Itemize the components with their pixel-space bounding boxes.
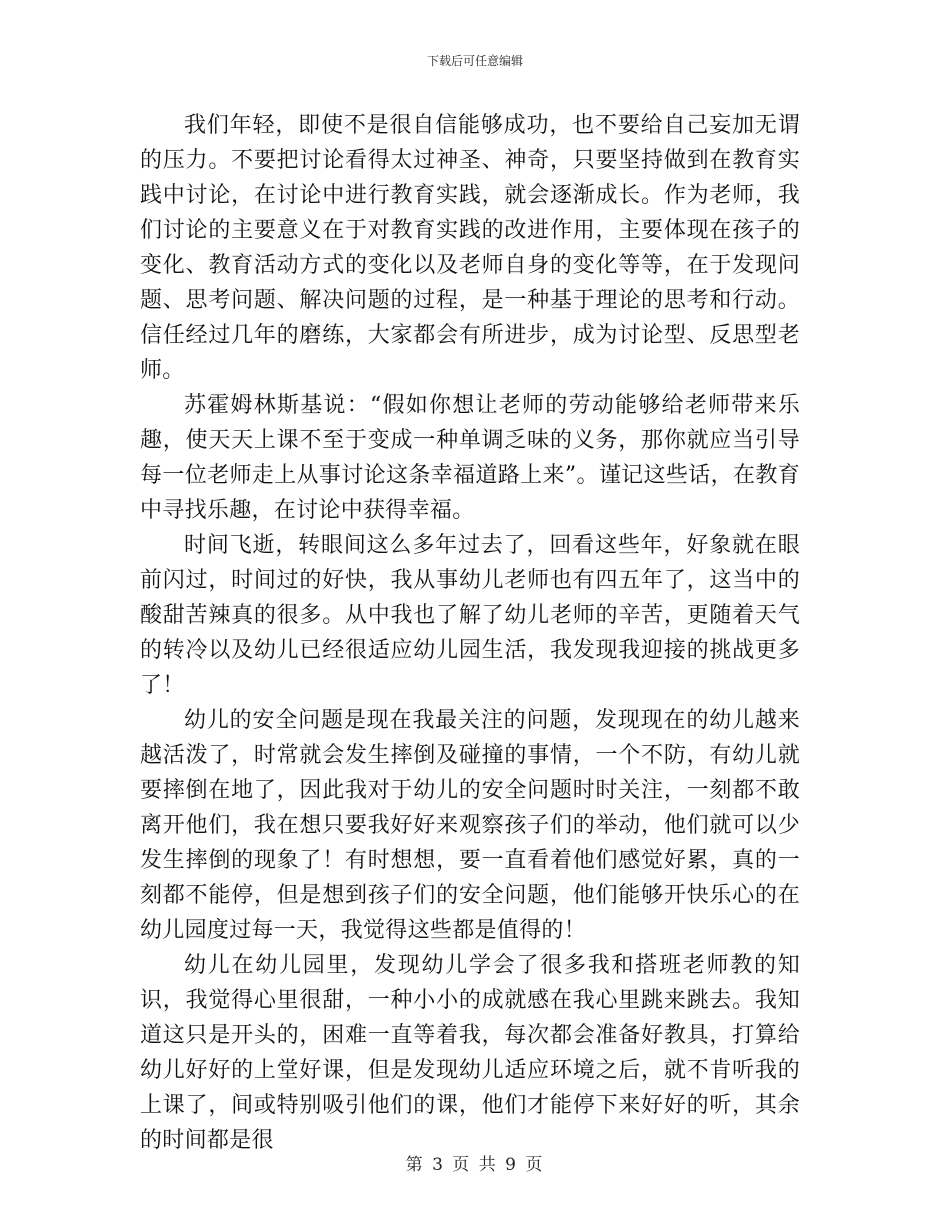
page-number-footer: 第 3 页 共 9 页 (405, 1155, 545, 1175)
paragraph-1: 我们年轻，即使不是很自信能够成功，也不要给自己妄加无谓的压力。不要把讨论看得太过神圣、神奇，只要坚持做到在教育实践中讨论，在讨论中进行教育实践，就会逐渐成长。作为老师，我们讨论的主要意义在于对教育实践的改进作用，主要体现在孩子的变化、教育活动方式的变化以及老师自身的变化等等，在于发现问题、思考问题、解决问题的过程，是一种基于理论的思考和行动。信任经过几年的磨练，大家都会有所进步，成为讨论型、反思型老师。 (140, 113, 800, 383)
paragraph-3: 时间飞逝，转眼间这么多年过去了，回看这些年，好象就在眼前闪过，时间过的好快，我从事幼儿老师也有四五年了，这当中的酸甜苦辣真的很多。从中我也了解了幼儿老师的辛苦，更随着天气的转冷以及幼儿已经很适应幼儿园生活，我发现我迎接的挑战更多了！ (140, 533, 800, 698)
page-header: 下载后可任意编辑 (426, 54, 523, 68)
paragraph-4: 幼儿的安全问题是现在我最关注的问题，发现现在的幼儿越来越活泼了，时常就会发生摔倒及碰撞的事情，一个不防，有幼儿就要摔倒在地了，因此我对于幼儿的安全问题时时关注，一刻都不敢离开他们，我在想只要我好好来观察孩子们的举动，他们就可以少发生摔倒的现象了！有时想想，要一直看着他们感觉好累，真的一刻都不能停，但是想到孩子们的安全问题，他们能够开快乐心的在幼儿园度过每一天，我觉得这些都是值得的！ (140, 708, 800, 943)
paragraph-5: 幼儿在幼儿园里，发现幼儿学会了很多我和搭班老师教的知识，我觉得心里很甜，一种小小的成就感在我心里跳来跳去。我知道这只是开头的，困难一直等着我，每次都会准备好教具，打算给幼儿好好的上堂好课，但是发现幼儿适应环境之后，就不肯听我的上课了，间或特别吸引他们的课，他们才能停下来好好的听，其余的时间都是很 (140, 953, 800, 1153)
paragraph-2: 苏霍姆林斯基说：“假如你想让老师的劳动能够给老师带来乐趣，使天天上课不至于变成一种单调乏味的义务，那你就应当引导每一位老师走上从事讨论这条幸福道路上来”。谨记这些话，在教育中寻找乐趣，在讨论中获得幸福。 (140, 393, 800, 523)
document-body (140, 108, 800, 1158)
